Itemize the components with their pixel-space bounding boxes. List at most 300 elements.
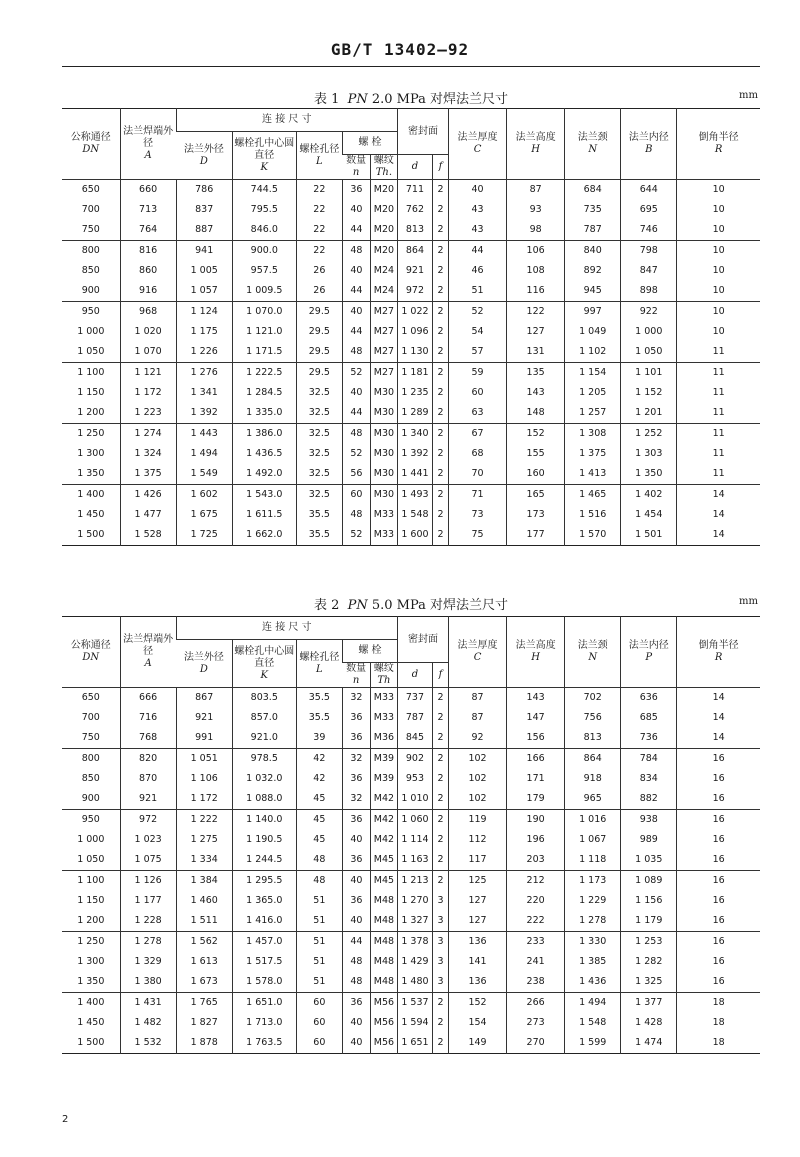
table-cell: 16 xyxy=(677,891,760,911)
table-cell: 1 163 xyxy=(397,850,432,871)
table-cell: 1 253 xyxy=(621,932,677,953)
table-cell: 1 100 xyxy=(62,871,120,892)
table-cell: 1 010 xyxy=(397,789,432,810)
table-cell: 666 xyxy=(120,688,176,709)
table-cell: 941 xyxy=(176,241,232,262)
table-cell: 1 102 xyxy=(565,342,621,363)
table-cell: 44 xyxy=(342,932,370,953)
table-cell: 1 330 xyxy=(565,932,621,953)
table-row xyxy=(62,424,760,445)
table-cell: 820 xyxy=(120,749,176,770)
table-cell: 102 xyxy=(449,749,507,770)
table-cell: 650 xyxy=(81,692,100,703)
table-cell: 165 xyxy=(507,485,565,506)
table-cell: 2 xyxy=(432,383,448,403)
table-cell: 10 xyxy=(677,261,760,281)
table-cell: 16 xyxy=(677,810,760,831)
table-cell: 42 xyxy=(296,749,342,770)
header-d: 法兰外径 D xyxy=(176,132,232,180)
table-cell: 54 xyxy=(449,322,507,342)
table-cell: 222 xyxy=(507,911,565,932)
table-cell: 700 xyxy=(81,712,100,723)
table-cell: 1 114 xyxy=(397,830,432,850)
table-cell: 1 765 xyxy=(176,993,232,1014)
table-cell: 112 xyxy=(449,830,507,850)
table-cell: 122 xyxy=(507,302,565,323)
table-cell: 846.0 xyxy=(232,220,296,241)
table-cell: 52 xyxy=(342,444,370,464)
table-cell: 1 377 xyxy=(621,993,677,1014)
table-row xyxy=(62,464,760,485)
table-cell: 16 xyxy=(677,830,760,850)
table-cell: 2 xyxy=(432,850,448,871)
table-cell: 2 xyxy=(432,769,448,789)
table-cell: 1 278 xyxy=(120,932,176,953)
table-cell: M39 xyxy=(370,769,397,789)
table-cell: 1 035 xyxy=(621,850,677,871)
table-cell: 136 xyxy=(449,932,507,953)
table-cell: 44 xyxy=(342,281,370,302)
table-cell: 36 xyxy=(342,769,370,789)
table-cell: 1 118 xyxy=(565,850,621,871)
table-row xyxy=(62,220,760,241)
table-row xyxy=(62,891,760,911)
table-cell: 2 xyxy=(432,1013,448,1033)
table-cell: 921 xyxy=(397,261,432,281)
table-cell: 1 341 xyxy=(176,383,232,403)
table-cell: 1 380 xyxy=(120,972,176,993)
table-cell: 43 xyxy=(449,200,507,220)
table-cell: 48 xyxy=(296,871,342,892)
table-cell: 1 413 xyxy=(565,464,621,485)
table-cell: 1 124 xyxy=(176,302,232,323)
table-cell: 972 xyxy=(397,281,432,302)
table-cell: 102 xyxy=(449,789,507,810)
table-cell: 746 xyxy=(621,220,677,241)
table-cell: 867 xyxy=(176,688,232,709)
table-cell: 882 xyxy=(621,789,677,810)
table-cell: 40 xyxy=(342,830,370,850)
table-cell: 1 443 xyxy=(176,424,232,445)
table-cell: 2 xyxy=(432,281,448,302)
table-cell: M20 xyxy=(370,200,397,220)
table-cell: 636 xyxy=(621,688,677,709)
table-cell: 32.5 xyxy=(296,444,342,464)
header-b: 法兰内径 P xyxy=(621,617,677,688)
table-cell: 48 xyxy=(342,972,370,993)
table-cell: 1 386.0 xyxy=(232,424,296,445)
table1 xyxy=(62,108,760,546)
table-cell: 1 057 xyxy=(176,281,232,302)
table-cell: 56 xyxy=(342,464,370,485)
table-cell: M48 xyxy=(370,972,397,993)
table-cell: 1 375 xyxy=(565,444,621,464)
table-row xyxy=(62,952,760,972)
table-cell: 2 xyxy=(432,789,448,810)
table-cell: 14 xyxy=(677,688,760,709)
table1-caption-prefix: 表 1 xyxy=(313,92,340,107)
table-cell: 35.5 xyxy=(296,505,342,525)
table-cell: 1 172 xyxy=(176,789,232,810)
table-cell: 1 878 xyxy=(176,1033,232,1054)
table-cell: 1 229 xyxy=(565,891,621,911)
table-cell: 60 xyxy=(342,485,370,506)
table-row xyxy=(62,1033,760,1054)
table-row xyxy=(62,302,760,323)
table-cell: 1 602 xyxy=(176,485,232,506)
table-cell: 1 599 xyxy=(565,1033,621,1054)
table-cell: 957.5 xyxy=(232,261,296,281)
table-row xyxy=(62,871,760,892)
table-cell: 116 xyxy=(507,281,565,302)
table-cell: 900.0 xyxy=(232,241,296,262)
table-cell: 127 xyxy=(449,891,507,911)
table-cell: 10 xyxy=(677,180,760,201)
table-cell: 1 327 xyxy=(397,911,432,932)
table-cell: 1 428 xyxy=(621,1013,677,1033)
table-cell: 16 xyxy=(677,850,760,871)
header-h: 法兰高度 H xyxy=(507,109,565,180)
table-cell: 1 460 xyxy=(176,891,232,911)
table-cell: 40 xyxy=(342,302,370,323)
header-connection: 连 接 尺 寸 xyxy=(176,109,397,132)
table-cell: 40 xyxy=(342,383,370,403)
table-cell: 1 235 xyxy=(397,383,432,403)
table-cell: 787 xyxy=(397,708,432,728)
table-cell: 2 xyxy=(432,688,448,709)
standard-header: GB/T 13402—92 xyxy=(330,40,470,59)
table-cell: 1 154 xyxy=(565,363,621,384)
table-cell: 1 385 xyxy=(565,952,621,972)
table-cell: 1 101 xyxy=(621,363,677,384)
table-cell: 155 xyxy=(507,444,565,464)
table-cell: 1 392 xyxy=(397,444,432,464)
table-cell: 1 429 xyxy=(397,952,432,972)
table-cell: 1 070 xyxy=(120,342,176,363)
table-cell: 1 482 xyxy=(120,1013,176,1033)
table-cell: 60 xyxy=(296,1033,342,1054)
table-cell: 11 xyxy=(677,464,760,485)
table-cell: 1 050 xyxy=(621,342,677,363)
header-k: 螺栓孔中心圆直径 K xyxy=(232,640,296,688)
table-cell: 119 xyxy=(449,810,507,831)
table-cell: 154 xyxy=(449,1013,507,1033)
table-row xyxy=(62,789,760,810)
header-bolt: 螺 栓 xyxy=(342,640,397,663)
table-cell: 713 xyxy=(120,200,176,220)
table-cell: M27 xyxy=(370,322,397,342)
table-cell: 736 xyxy=(621,728,677,749)
table-cell: 2 xyxy=(432,708,448,728)
table-cell: 29.5 xyxy=(296,342,342,363)
table-cell: 36 xyxy=(342,708,370,728)
table-cell: 108 xyxy=(507,261,565,281)
table1-body xyxy=(62,180,760,546)
table-cell: 179 xyxy=(507,789,565,810)
table-cell: 266 xyxy=(507,993,565,1014)
table-cell: 48 xyxy=(342,505,370,525)
table-cell: 177 xyxy=(507,525,565,546)
table-cell: 1 651.0 xyxy=(232,993,296,1014)
table2-caption xyxy=(62,592,760,612)
table-cell: M24 xyxy=(370,281,397,302)
table-cell: 2 xyxy=(432,322,448,342)
table-cell: 840 xyxy=(565,241,621,262)
table-cell: 60 xyxy=(296,993,342,1014)
table-cell: 1 250 xyxy=(62,424,120,445)
table-cell: 44 xyxy=(342,322,370,342)
table-cell: 1 244.5 xyxy=(232,850,296,871)
header-r: 倒角半径 R xyxy=(677,617,760,688)
table-cell: 1 384 xyxy=(176,871,232,892)
table-cell: 51 xyxy=(296,932,342,953)
table-cell: M45 xyxy=(370,871,397,892)
table-cell: 1 350 xyxy=(77,468,105,479)
table-cell: 898 xyxy=(621,281,677,302)
table-row xyxy=(62,688,760,709)
header-th: 螺纹 Th xyxy=(370,663,397,688)
table-cell: 52 xyxy=(342,525,370,546)
table-cell: 51 xyxy=(296,911,342,932)
table-cell: 750 xyxy=(81,732,100,743)
table-cell: 803.5 xyxy=(232,688,296,709)
table-cell: 40 xyxy=(342,1033,370,1054)
table-cell: 143 xyxy=(507,383,565,403)
table-row xyxy=(62,485,760,506)
table-cell: 1 441 xyxy=(397,464,432,485)
table-cell: 1 200 xyxy=(77,407,105,418)
header-h: 法兰高度 H xyxy=(507,617,565,688)
table-cell: 1 611.5 xyxy=(232,505,296,525)
table-cell: 32.5 xyxy=(296,403,342,424)
table1-title xyxy=(62,88,760,107)
table-cell: 60 xyxy=(296,1013,342,1033)
table-cell: 16 xyxy=(677,911,760,932)
table-cell: 48 xyxy=(342,241,370,262)
table-cell: 1 474 xyxy=(621,1033,677,1054)
table-cell: 1 400 xyxy=(62,993,120,1014)
table-cell: 22 xyxy=(296,220,342,241)
table-cell: M56 xyxy=(370,1013,397,1033)
table-cell: 44 xyxy=(342,220,370,241)
table-cell: 36 xyxy=(342,728,370,749)
table-cell: 106 xyxy=(507,241,565,262)
table-cell: 921 xyxy=(176,708,232,728)
table-cell: 1 532 xyxy=(120,1033,176,1054)
table-cell: 125 xyxy=(449,871,507,892)
table-cell: 1 378 xyxy=(397,932,432,953)
table-cell: 2 xyxy=(432,464,448,485)
table-cell: M30 xyxy=(370,424,397,445)
table-cell: 46 xyxy=(449,261,507,281)
table-cell: 798 xyxy=(621,241,677,262)
table-cell: 14 xyxy=(677,708,760,728)
table-cell: 1 501 xyxy=(621,525,677,546)
table-cell: 1 480 xyxy=(397,972,432,993)
table-cell: 52 xyxy=(342,363,370,384)
table-cell: 1 067 xyxy=(565,830,621,850)
table-cell: 1 179 xyxy=(621,911,677,932)
table-cell: M33 xyxy=(370,688,397,709)
table-cell: 60 xyxy=(449,383,507,403)
table-cell: 18 xyxy=(677,993,760,1014)
table-cell: 29.5 xyxy=(296,322,342,342)
table-cell: 171 xyxy=(507,769,565,789)
table-cell: 241 xyxy=(507,952,565,972)
table-cell: 16 xyxy=(677,952,760,972)
table-cell: 921 xyxy=(120,789,176,810)
table-cell: 36 xyxy=(342,810,370,831)
table-cell: 1 222.5 xyxy=(232,363,296,384)
table-cell: 953 xyxy=(397,769,432,789)
table-cell: 1 150 xyxy=(77,895,105,906)
table-cell: 16 xyxy=(677,972,760,993)
table-cell: 11 xyxy=(677,383,760,403)
table-cell: 1 126 xyxy=(120,871,176,892)
table-cell: 1 100 xyxy=(62,363,120,384)
table-cell: 57 xyxy=(449,342,507,363)
table-cell: 32.5 xyxy=(296,383,342,403)
table-cell: 1 528 xyxy=(120,525,176,546)
table-cell: 32 xyxy=(342,749,370,770)
table-cell: 16 xyxy=(677,789,760,810)
table-cell: 18 xyxy=(677,1033,760,1054)
table-cell: 2 xyxy=(432,220,448,241)
table-cell: M56 xyxy=(370,993,397,1014)
table-cell: 1 713.0 xyxy=(232,1013,296,1033)
table-cell: 3 xyxy=(432,891,448,911)
header-th: 螺纹 Th. xyxy=(370,155,397,180)
table-row xyxy=(62,322,760,342)
table-cell: 2 xyxy=(432,403,448,424)
table-cell: 98 xyxy=(507,220,565,241)
table-cell: 73 xyxy=(449,505,507,525)
table-cell: 152 xyxy=(449,993,507,1014)
table-row xyxy=(62,241,760,262)
table-cell: 51 xyxy=(296,891,342,911)
table-cell: 864 xyxy=(565,749,621,770)
table-cell: 1 022 xyxy=(397,302,432,323)
table-cell: 32.5 xyxy=(296,464,342,485)
table-cell: 1 278 xyxy=(565,911,621,932)
table-row xyxy=(62,383,760,403)
table-cell: M20 xyxy=(370,220,397,241)
table-cell: 786 xyxy=(176,180,232,201)
table-cell: 1 673 xyxy=(176,972,232,993)
table-cell: 212 xyxy=(507,871,565,892)
table-cell: 48 xyxy=(296,850,342,871)
table-cell: 737 xyxy=(397,688,432,709)
table-cell: 1 325 xyxy=(621,972,677,993)
table2-caption-rest: 5.0 MPa 对焊法兰尺寸 xyxy=(371,598,509,613)
table-cell: 1 051 xyxy=(176,749,232,770)
table-cell: 1 016 xyxy=(565,810,621,831)
table-cell: 1 827 xyxy=(176,1013,232,1033)
table-cell: 52 xyxy=(449,302,507,323)
table-cell: 203 xyxy=(507,850,565,871)
table-cell: 870 xyxy=(120,769,176,789)
table-cell: 1 436.5 xyxy=(232,444,296,464)
table-cell: 787 xyxy=(565,220,621,241)
header-l: 螺栓孔径 L xyxy=(296,132,342,180)
table1-caption xyxy=(62,86,760,106)
table-cell: 2 xyxy=(432,302,448,323)
table-cell: 1 600 xyxy=(397,525,432,546)
table-cell: 1 140.0 xyxy=(232,810,296,831)
table-cell: 75 xyxy=(449,525,507,546)
table-cell: 660 xyxy=(120,180,176,201)
table-cell: 11 xyxy=(677,444,760,464)
table-cell: 764 xyxy=(120,220,176,241)
table-cell: 40 xyxy=(342,1013,370,1033)
table-cell: 190 xyxy=(507,810,565,831)
table-cell: 1 023 xyxy=(120,830,176,850)
table-cell: 1 570 xyxy=(565,525,621,546)
table-cell: 1 375 xyxy=(120,464,176,485)
table-row xyxy=(62,403,760,424)
table-cell: 1 402 xyxy=(621,485,677,506)
table-cell: 14 xyxy=(677,728,760,749)
table-cell: 45 xyxy=(296,830,342,850)
table-cell: 26 xyxy=(296,261,342,281)
table-cell: 1 651 xyxy=(397,1033,432,1054)
table-cell: 40 xyxy=(342,871,370,892)
table-cell: 900 xyxy=(81,285,100,296)
table-cell: 87 xyxy=(449,688,507,709)
table-cell: 1 096 xyxy=(397,322,432,342)
table-cell: 14 xyxy=(677,525,760,546)
table-cell: 735 xyxy=(565,200,621,220)
table-cell: 152 xyxy=(507,424,565,445)
table-cell: 196 xyxy=(507,830,565,850)
table-cell: 968 xyxy=(120,302,176,323)
table-cell: 10 xyxy=(677,200,760,220)
table-cell: 1 329 xyxy=(120,952,176,972)
table-cell: 2 xyxy=(432,525,448,546)
table-cell: 1 400 xyxy=(62,485,120,506)
table-cell: M30 xyxy=(370,444,397,464)
table-cell: 1 200 xyxy=(77,915,105,926)
table-cell: 700 xyxy=(81,204,100,215)
table2-unit: mm xyxy=(739,596,758,607)
table-cell: 127 xyxy=(449,911,507,932)
table-cell: 2 xyxy=(432,342,448,363)
table-cell: 42 xyxy=(296,769,342,789)
table-cell: 650 xyxy=(81,184,100,195)
table-cell: 916 xyxy=(120,281,176,302)
table-cell: 10 xyxy=(677,220,760,241)
header-n2: 法兰颈 N xyxy=(565,109,621,180)
table-cell: 1 032.0 xyxy=(232,769,296,789)
table-cell: 40 xyxy=(342,911,370,932)
table-cell: 1 223 xyxy=(120,403,176,424)
table-cell: 1 725 xyxy=(176,525,232,546)
table-cell: 800 xyxy=(62,749,120,770)
header-r: 倒角半径 R xyxy=(677,109,760,180)
table-cell: 22 xyxy=(296,241,342,262)
table2-title xyxy=(62,594,760,613)
table-cell: 166 xyxy=(507,749,565,770)
table-cell: 711 xyxy=(397,180,432,201)
table-cell: 1 089 xyxy=(621,871,677,892)
table-cell: 845 xyxy=(397,728,432,749)
table-cell: 795.5 xyxy=(232,200,296,220)
table-row xyxy=(62,363,760,384)
table-cell: 1 289 xyxy=(397,403,432,424)
table-cell: 756 xyxy=(565,708,621,728)
table-cell: 36 xyxy=(342,993,370,1014)
table-cell: 950 xyxy=(62,810,120,831)
